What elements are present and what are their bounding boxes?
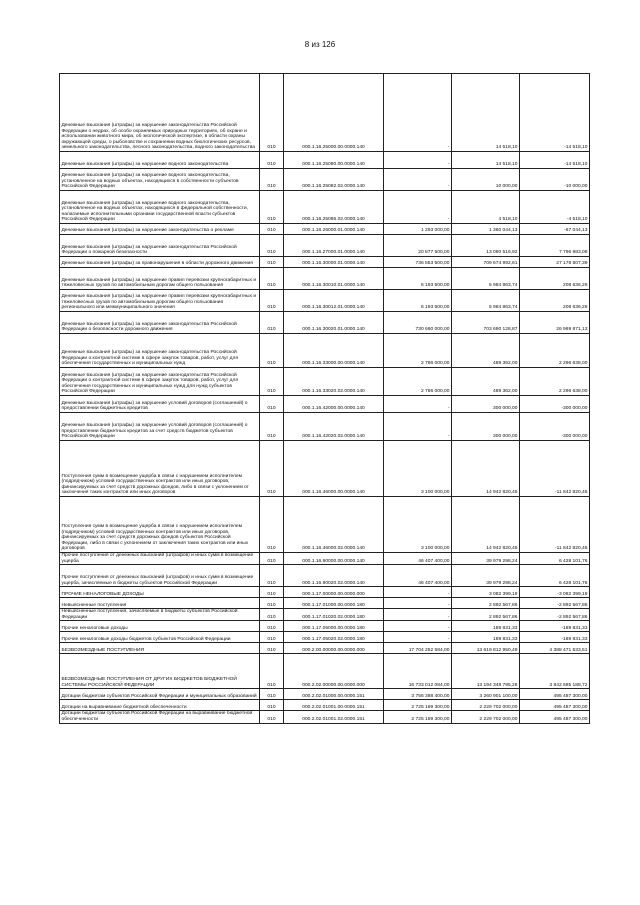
row-name-cell: Дотации бюджетам субъектов Российской Федерации на выравнивание бюджетной обеспеченности (60, 711, 260, 723)
row-code-cell: 010 (260, 654, 284, 689)
row-approved-cell: - (384, 191, 452, 224)
row-name-cell: БЕЗВОЗМЕЗДНЫЕ ПОСТУПЛЕНИЯ ОТ ДРУГИХ БЮДЖЕТОВ БЮДЖЕТНОЙ СИСТЕМЫ РОССИЙСКОЙ ФЕДЕРАЦИИ (60, 654, 260, 689)
row-name-cell: Денежные взыскания (штрафы) за нарушение законодательства Российской Федерации о безопасности дорожного движения (60, 312, 260, 334)
row-kbk-cell: 000.1.16.42000.00.0000.140 (284, 396, 384, 413)
row-executed-cell: 1 360 044,13 (452, 224, 520, 235)
row-code-cell: 010 (260, 587, 284, 598)
row-kbk-cell: 000.1.16.26000.01.0000.140 (284, 224, 384, 235)
row-name-cell: Поступления сумм в возмещение ущерба в связи с нарушением исполнителем (подрядчиком) условий государственных контрактов или иных договоров, финансируемых за счет средств дорожных фондов субъектов Российской Федерации, либо в связи с уклонением от заключения таких контрактов или иных договоров (60, 497, 260, 553)
row-code-cell: 010 (260, 553, 284, 565)
row-executed-cell: 5 984 863,74 (452, 268, 520, 290)
row-name-cell: Денежные взыскания (штрафы) за нарушение законодательства Российской Федерации о контрактной системе в сфере закупок товаров, работ, услуг для обеспечения государственных и муниципальных нужд для нужд субъектов Российской Федерации (60, 368, 260, 396)
table-row (60, 290, 590, 312)
row-kbk-cell: 000.1.16.42020.02.0000.140 (284, 413, 384, 441)
row-name-cell: Денежные взыскания (штрафы) за нарушение водного законодательства, установленное на водных объектах, находящихся в федеральной собственности, налагаемые исполнительными органами государственной власти субъектов Российской Федерации (60, 191, 260, 224)
row-executed-cell: 2 892 567,86 (452, 609, 520, 621)
table-row (60, 609, 590, 621)
row-approved-cell: 17 704 252 584,00 (384, 643, 452, 654)
row-approved-cell: 46 407 400,00 (384, 553, 452, 565)
row-unexecuted-cell: -300 000,00 (520, 413, 590, 441)
table-row (60, 191, 590, 224)
row-kbk-cell: 000.1.17.01000.00.0000.180 (284, 598, 384, 609)
row-executed-cell: 2 229 702 000,00 (452, 700, 520, 711)
row-kbk-cell: 000.1.17.00000.00.0000.000 (284, 587, 384, 598)
row-code-cell: 010 (260, 191, 284, 224)
row-code-cell: 010 (260, 152, 284, 169)
row-approved-cell: 2 786 000,00 (384, 368, 452, 396)
row-executed-cell: 13 194 348 795,28 (452, 654, 520, 689)
row-executed-cell: 189 831,33 (452, 632, 520, 643)
row-kbk-cell: 000.1.16.33000.00.0000.140 (284, 334, 384, 368)
row-kbk-cell: 000.1.16.90000.00.0000.140 (284, 553, 384, 565)
row-approved-cell: 6 193 500,00 (384, 290, 452, 312)
table-row (60, 553, 590, 565)
row-name-cell: Поступления сумм в возмещение ущерба в связи с нарушением исполнителем (подрядчиком) условий государственных контрактов или иных договоров, финансируемых за счет средств дорожных фондов, либо в связи с уклонением от заключения таких контрактов или иных договоров (60, 441, 260, 497)
row-executed-cell: 189 831,33 (452, 621, 520, 632)
row-approved-cell: 3 100 000,00 (384, 441, 452, 497)
row-name-cell: ПРОЧИЕ НЕНАЛОГОВЫЕ ДОХОДЫ (60, 587, 260, 598)
row-unexecuted-cell: -189 831,33 (520, 621, 590, 632)
row-kbk-cell: 000.2.00.00000.00.0000.000 (284, 643, 384, 654)
table-row (60, 598, 590, 609)
row-unexecuted-cell: 2 296 638,00 (520, 368, 590, 396)
row-executed-cell: 300 000,00 (452, 396, 520, 413)
row-code-cell: 010 (260, 700, 284, 711)
row-approved-cell: 736 853 500,00 (384, 257, 452, 268)
row-name-cell: Денежные взыскания (штрафы) за нарушение законодательства о рекламе (60, 224, 260, 235)
row-executed-cell: 2 229 702 000,00 (452, 711, 520, 723)
row-name-cell: Денежные взыскания (штрафы) за нарушение водного законодательства (60, 152, 260, 169)
row-name-cell: Дотации бюджетам субъектов Российской Федерации и муниципальных образований (60, 689, 260, 700)
row-code-cell: 010 (260, 368, 284, 396)
row-unexecuted-cell: -2 892 567,86 (520, 609, 590, 621)
row-executed-cell: 4 518,10 (452, 191, 520, 224)
row-name-cell: Прочие неналоговые доходы бюджетов субъектов Российской Федерации (60, 632, 260, 643)
table-row (60, 235, 590, 257)
table-row (60, 654, 590, 689)
row-kbk-cell: 000.1.16.33020.02.0000.140 (284, 368, 384, 396)
row-unexecuted-cell: -3 082 399,19 (520, 587, 590, 598)
row-approved-cell: 46 407 400,00 (384, 565, 452, 587)
row-kbk-cell: 000.1.16.30012.01.0000.140 (284, 290, 384, 312)
row-name-cell: Прочие поступления от денежных взысканий (штрафов) и иных сумм в возмещение ущерба (60, 553, 260, 565)
row-approved-cell: - (384, 169, 452, 191)
row-executed-cell: 489 362,00 (452, 334, 520, 368)
row-unexecuted-cell: 7 796 983,08 (520, 235, 590, 257)
row-executed-cell: 39 979 298,24 (452, 565, 520, 587)
row-unexecuted-cell: -67 044,13 (520, 224, 590, 235)
row-approved-cell: - (384, 587, 452, 598)
row-code-cell: 010 (260, 413, 284, 441)
row-code-cell: 010 (260, 396, 284, 413)
table-row (60, 587, 590, 598)
row-unexecuted-cell: 6 428 101,76 (520, 565, 590, 587)
row-code-cell: 010 (260, 565, 284, 587)
row-unexecuted-cell: 2 296 638,00 (520, 334, 590, 368)
row-kbk-cell: 000.1.16.90020.02.0000.140 (284, 565, 384, 587)
row-approved-cell: - (384, 413, 452, 441)
row-approved-cell: - (384, 621, 452, 632)
table-row (60, 497, 590, 553)
row-unexecuted-cell: -189 831,33 (520, 632, 590, 643)
row-unexecuted-cell: -4 518,10 (520, 191, 590, 224)
row-executed-cell: 13 080 516,92 (452, 235, 520, 257)
row-name-cell: Прочие поступления от денежных взысканий (штрафов) и иных сумм в возмещение ущерба, зачисляемые в бюджеты субъектов Российской Федерации (60, 565, 260, 587)
table-row (60, 689, 590, 700)
row-code-cell: 010 (260, 689, 284, 700)
table-row (60, 711, 590, 723)
table-row (60, 565, 590, 587)
row-unexecuted-cell: 3 842 685 188,72 (520, 654, 590, 689)
table-row (60, 643, 590, 654)
row-approved-cell: 730 660 000,00 (384, 312, 452, 334)
table-row (60, 152, 590, 169)
row-code-cell: 010 (260, 621, 284, 632)
row-kbk-cell: 000.1.16.46000.02.0000.140 (284, 497, 384, 553)
row-kbk-cell: 000.1.16.30000.01.0000.140 (284, 257, 384, 268)
row-name-cell: Денежные взыскания (штрафы) за правонарушения в области дорожного движения (60, 257, 260, 268)
row-kbk-cell: 000.2.02.01001.00.0000.151 (284, 700, 384, 711)
row-code-cell: 010 (260, 257, 284, 268)
row-approved-cell: 2 786 000,00 (384, 334, 452, 368)
row-approved-cell: 1 293 000,00 (384, 224, 452, 235)
row-unexecuted-cell: -14 518,10 (520, 74, 590, 152)
row-kbk-cell: 000.2.02.01000.00.0000.151 (284, 689, 384, 700)
row-kbk-cell: 000.1.17.01020.02.0000.180 (284, 609, 384, 621)
row-unexecuted-cell: 27 178 507,39 (520, 257, 590, 268)
row-kbk-cell: 000.2.02.00000.00.0000.000 (284, 654, 384, 689)
row-kbk-cell: 000.1.17.05000.00.0000.180 (284, 621, 384, 632)
row-code-cell: 010 (260, 224, 284, 235)
row-unexecuted-cell: 208 636,26 (520, 290, 590, 312)
row-unexecuted-cell: -11 842 820,45 (520, 497, 590, 553)
row-name-cell: Невыясненные поступления, зачисляемые в бюджеты субъектов Российской Федерации (60, 609, 260, 621)
table-row (60, 621, 590, 632)
row-name-cell: Денежные взыскания (штрафы) за нарушение водного законодательства, установленное на водных объектах, находящихся в собственности субъектов Российской Федерации (60, 169, 260, 191)
table-row (60, 413, 590, 441)
row-approved-cell: - (384, 396, 452, 413)
row-name-cell: Денежные взыскания (штрафы) за нарушение законодательства Российской Федерации о пожарной безопасности (60, 235, 260, 257)
row-unexecuted-cell: -14 518,10 (520, 152, 590, 169)
row-executed-cell: 3 260 901 100,00 (452, 689, 520, 700)
row-unexecuted-cell: 26 969 871,13 (520, 312, 590, 334)
row-name-cell: Денежные взыскания (штрафы) за нарушение законодательства Российской Федерации о недрах, об особо охраняемых природных территориях, об охране и использовании животного мира, об экологической экспертизе, в области охраны окружающей среды, о рыболовстве и сохранении водных биологических ресурсов, земельного законодательства, лесного законодательства, водного законодательства (60, 74, 260, 152)
table-row (60, 632, 590, 643)
row-code-cell: 010 (260, 169, 284, 191)
row-executed-cell: 14 518,10 (452, 152, 520, 169)
row-kbk-cell: 000.2.02.01001.02.0000.151 (284, 711, 384, 723)
row-kbk-cell: 000.1.16.25082.02.0000.140 (284, 169, 384, 191)
row-executed-cell: 14 518,10 (452, 74, 520, 152)
table-row (60, 334, 590, 368)
row-code-cell: 010 (260, 441, 284, 497)
row-unexecuted-cell: -2 892 567,86 (520, 598, 590, 609)
row-code-cell: 010 (260, 74, 284, 152)
row-code-cell: 010 (260, 334, 284, 368)
table-row (60, 441, 590, 497)
row-code-cell: 010 (260, 609, 284, 621)
row-unexecuted-cell: -10 000,00 (520, 169, 590, 191)
row-approved-cell: 2 725 189 300,00 (384, 700, 452, 711)
row-kbk-cell: 000.1.16.25000.00.0000.140 (284, 74, 384, 152)
row-name-cell: Денежные взыскания (штрафы) за нарушение законодательства Российской Федерации о контрактной системе в сфере закупок товаров, работ, услуг для обеспечения государственных и муниципальных нужд (60, 334, 260, 368)
row-name-cell: Денежные взыскания (штрафы) за нарушение правил перевозки крупногабаритных и тяжеловесных грузов по автомобильным дорогам общего пользования (60, 268, 260, 290)
row-approved-cell: - (384, 74, 452, 152)
table-row (60, 396, 590, 413)
row-approved-cell: - (384, 152, 452, 169)
row-approved-cell: 2 725 189 300,00 (384, 711, 452, 723)
row-code-cell: 010 (260, 268, 284, 290)
row-executed-cell: 300 000,00 (452, 413, 520, 441)
row-approved-cell: 3 100 000,00 (384, 497, 452, 553)
row-name-cell: Денежные взыскания (штрафы) за нарушение условий договоров (соглашений) о предоставлении бюджетных кредитов за счет средств бюджетов субъектов Российской Федерации (60, 413, 260, 441)
row-executed-cell: 14 942 820,45 (452, 441, 520, 497)
table-row (60, 312, 590, 334)
row-approved-cell: 20 877 500,00 (384, 235, 452, 257)
revenue-table-body (60, 74, 590, 724)
row-name-cell: Невыясненные поступления (60, 598, 260, 609)
table-row (60, 169, 590, 191)
row-executed-cell: 489 362,00 (452, 368, 520, 396)
row-approved-cell: 16 733 012 084,00 (384, 654, 452, 689)
row-name-cell: Дотации на выравнивание бюджетной обеспеченности (60, 700, 260, 711)
row-approved-cell: 3 756 388 400,00 (384, 689, 452, 700)
row-executed-cell: 2 892 567,86 (452, 598, 520, 609)
row-code-cell: 010 (260, 632, 284, 643)
row-name-cell: Прочие неналоговые доходы (60, 621, 260, 632)
row-code-cell: 010 (260, 711, 284, 723)
row-unexecuted-cell: -300 000,00 (520, 396, 590, 413)
row-executed-cell: 14 942 820,45 (452, 497, 520, 553)
row-unexecuted-cell: 6 428 101,76 (520, 553, 590, 565)
table-row (60, 700, 590, 711)
row-kbk-cell: 000.1.17.05020.02.0000.180 (284, 632, 384, 643)
row-approved-cell: - (384, 609, 452, 621)
row-unexecuted-cell: 4 388 471 533,51 (520, 643, 590, 654)
row-unexecuted-cell: 208 636,26 (520, 268, 590, 290)
table-row (60, 74, 590, 152)
row-kbk-cell: 000.1.16.27000.01.0000.140 (284, 235, 384, 257)
row-kbk-cell: 000.1.16.25086.02.0000.140 (284, 191, 384, 224)
row-code-cell: 010 (260, 312, 284, 334)
row-code-cell: 010 (260, 497, 284, 553)
row-code-cell: 010 (260, 235, 284, 257)
row-kbk-cell: 000.1.16.30020.01.0000.140 (284, 312, 384, 334)
row-unexecuted-cell: -11 842 820,45 (520, 441, 590, 497)
row-executed-cell: 703 690 128,87 (452, 312, 520, 334)
revenue-table (59, 73, 590, 724)
row-name-cell: Денежные взыскания (штрафы) за нарушение условий договоров (соглашений) о предоставлении бюджетных кредитов (60, 396, 260, 413)
row-executed-cell: 10 000,00 (452, 169, 520, 191)
row-code-cell: 010 (260, 290, 284, 312)
row-approved-cell: - (384, 632, 452, 643)
row-unexecuted-cell: 495 487 300,00 (520, 700, 590, 711)
row-unexecuted-cell: 495 487 300,00 (520, 711, 590, 723)
page-number: 8 из 126 (304, 40, 336, 49)
row-executed-cell: 5 984 863,74 (452, 290, 520, 312)
row-kbk-cell: 000.1.16.30010.01.0000.140 (284, 268, 384, 290)
table-row (60, 268, 590, 290)
row-approved-cell: 6 193 500,00 (384, 268, 452, 290)
row-name-cell: БЕЗВОЗМЕЗДНЫЕ ПОСТУПЛЕНИЯ (60, 643, 260, 654)
row-executed-cell: 709 674 992,61 (452, 257, 520, 268)
row-name-cell: Денежные взыскания (штрафы) за нарушение правил перевозки крупногабаритных и тяжеловесных грузов по автомобильным дорогам общего пользования регионального или межмуниципального значения (60, 290, 260, 312)
row-code-cell: 010 (260, 643, 284, 654)
row-executed-cell: 3 082 399,19 (452, 587, 520, 598)
row-approved-cell: - (384, 598, 452, 609)
table-row (60, 368, 590, 396)
row-kbk-cell: 000.1.16.46000.00.0000.140 (284, 441, 384, 497)
row-unexecuted-cell: 495 487 300,00 (520, 689, 590, 700)
row-kbk-cell: 000.1.16.25080.00.0000.140 (284, 152, 384, 169)
table-row (60, 224, 590, 235)
row-executed-cell: 39 979 298,24 (452, 553, 520, 565)
row-code-cell: 010 (260, 598, 284, 609)
row-executed-cell: 13 619 812 950,49 (452, 643, 520, 654)
table-row (60, 257, 590, 268)
